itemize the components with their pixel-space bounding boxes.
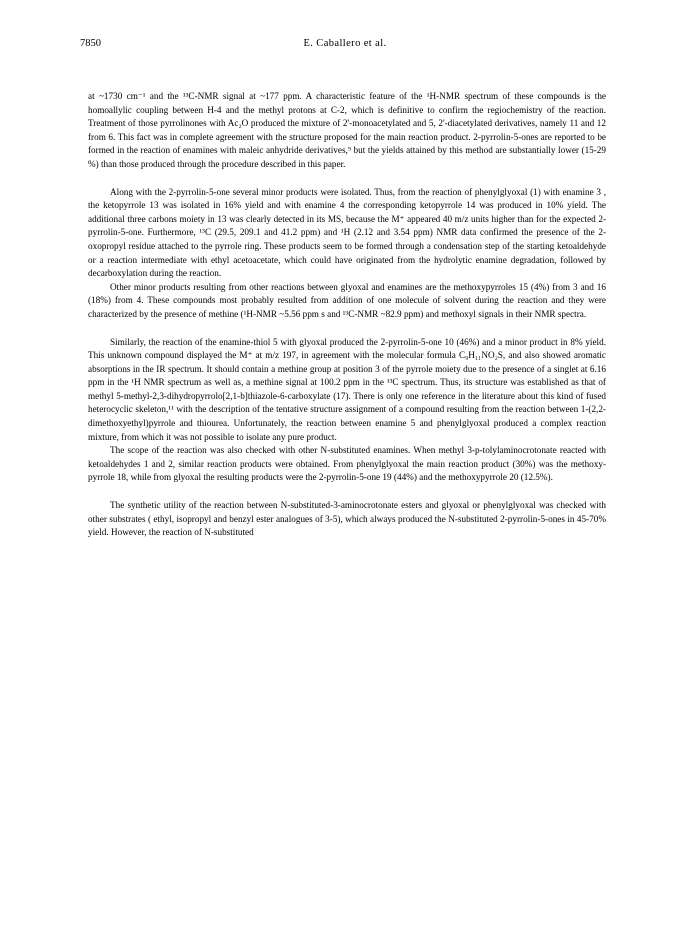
paragraph-3: Other minor products resulting from other reactions between glyoxal and enamines are the methoxypyrroles 15 (4%) from 3 and 16 (18%) from 4. These compounds most probably resulted from addition of one molecule of solvent during the reaction and they were characterized by the presence of methine (¹H-NMR ~5.56 ppm s and ¹³C-NMR ~82.9 ppm) and methoxyl signals in their NMR spectra. [88, 281, 606, 319]
running-head: E. Caballero et al. [303, 38, 387, 49]
paragraph-6: The synthetic utility of the reaction between N-substituted-3-aminocrotonate esters and glyoxal or phenylglyoxal was checked with other substrates ( ethyl, isopropyl and benzyl ester analogues of 3-5), which always produced the N-substituted 2-pyrrolin-5-ones in 45-70% yield. However, the reaction of N-substituted [88, 500, 606, 538]
paragraph-2: Along with the 2-pyrrolin-5-one several minor products were isolated. Thus, from the reaction of phenylglyoxal (1) with enamine 3 , the ketopyrrole 13 was isolated in 16% yield and with enamine 4 the corresponding ketopyrrole 14 was produced in 10% yield. The additional three carbons moiety in 13 was clearly detected in its MS, because the M⁺ appeared 40 m/z units higher than for the expected 2-pyrrolin-5-one. Furthermore, ¹³C (29.5, 209.1 and 41.2 ppm) and ¹H (2.12 and 3.54 ppm) NMR data confirmed the presence of the 2-oxopropyl residue attached to the pyrrole ring. These products seem to be formed through a condensation step of the starting ketoaldehyde or a reaction intermediate with ethyl acetoacetate, which could have originated from the hydrolytic enamine degradation, followed by decarboxylation during the reaction. [88, 186, 606, 279]
page-header [80, 38, 610, 54]
article-body [88, 90, 606, 540]
paragraph-5: The scope of the reaction was also checked with other N-substituted enamines. When methyl 3-p-tolylaminocrotonate reacted with ketoaldehydes 1 and 2, similar reaction products were obtained. From phenylglyoxal the main reaction product (30%) was the methoxy-pyrrole 18, while from glyoxal the resulting products were the 2-pyrrolin-5-one 19 (44%) and the methoxypyrrole 20 (12.5%). [88, 445, 606, 483]
paragraph-4: Similarly, the reaction of the enamine-thiol 5 with glyoxal produced the 2-pyrrolin-5-one 10 (46%) and a minor product in 8% yield. This unknown compound displayed the M⁺ at m/z 197, in agreement with the molecular formula C₉H₁₁NO₂S, and also showed aromatic absorptions in the IR spectrum. It should contain a methine group at position 3 of the pyrrole moiety due to the presence of a singlet at 6.16 ppm in the ¹H NMR spectrum as well as, a methine signal at 100.2 ppm in the ¹³C spectrum. Thus, its structure was established as that of methyl 5-methyl-2,3-dihydropyrrolo[2,1-b]thiazole-6-carboxylate (17). There is only one reference in the literature about this kind of fused heterocyclic skeleton,¹¹ with the description of the tentative structure assignment of a compound resulting from the reaction between 1-(2,2-dimethoxyethyl)pyrrole and thiourea. Unfortunately, the reaction between enamine 5 and phenylglyoxal produced a complex reaction mixture, from which it was not possible to isolate any pure product. [88, 336, 606, 442]
paragraph-1: at ~1730 cm⁻¹ and the ¹³C-NMR signal at ~177 ppm. A characteristic feature of the ¹H-NMR spectrum of these compounds is the homoallylic coupling between H-4 and the methyl protons at C-2, which is definitive to confirm the regiochemistry of the reaction. Treatment of those pyrrolinones with Ac₂O produced the mixture of 2'-monoacetylated and 5, 2'-diacetylated derivatives, namely 11 and 12 from 6. This fact was in complete agreement with the structure proposed for the main reaction product. 2-pyrrolin-5-ones are reported to be formed in the reaction of enamines with maleic anhydride derivatives,⁹ but the yields attained by this method are substantially lower (15-29 %) than those produced through the procedure described in this paper. [88, 91, 606, 169]
page-number: 7850 [80, 38, 101, 49]
